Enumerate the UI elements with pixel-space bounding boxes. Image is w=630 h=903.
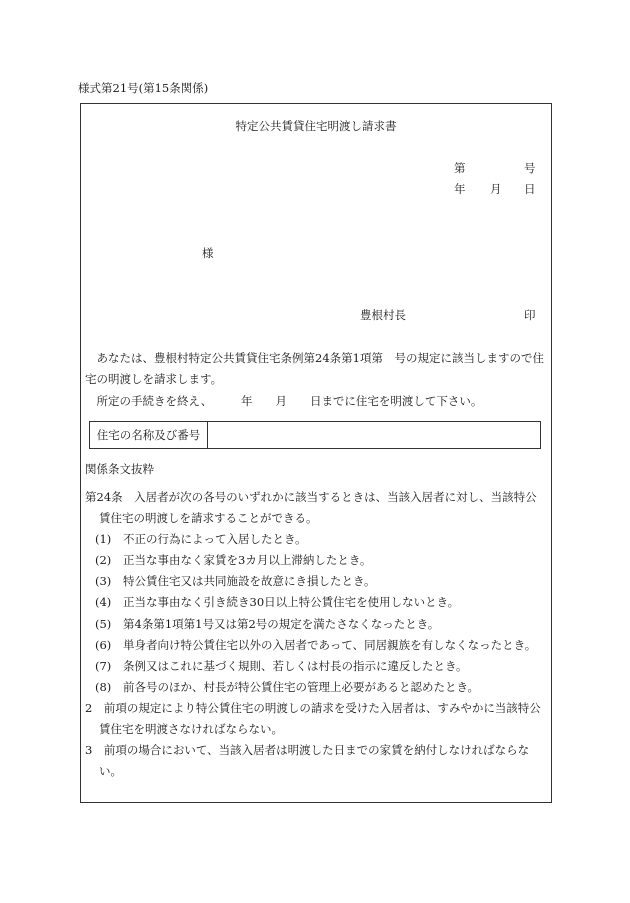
list-item (95, 529, 307, 550)
seal-mark: 印 (524, 308, 536, 322)
deadline-paragraph: 所定の手続きを終え、 年 月 日までに住宅を明渡して下さい。 (96, 394, 483, 408)
list-item (95, 550, 371, 571)
doc-number-dai: 第 (454, 161, 466, 175)
list-item (95, 656, 468, 677)
item-text: 第4条第1項第1号又は第2号の規定を満たさなくなったとき。 (123, 617, 440, 631)
item-number: (8) (95, 680, 112, 694)
item-text: 不正の行為によって入居したとき。 (123, 532, 307, 546)
document-title: 特定公共賃貸住宅明渡し請求書 (235, 119, 397, 133)
clause3-line2: い。 (99, 764, 122, 778)
form-frame (80, 103, 552, 803)
housing-name-label: 住宅の名称及び番号 (90, 422, 208, 448)
item-number: (6) (95, 638, 112, 652)
issuer-name: 豊根村長 (360, 308, 406, 322)
date-year: 年 (454, 182, 466, 196)
clause2-line1: 2 前項の規定により特公賃住宅の明渡しの請求を受けた入居者は、すみやかに当該特公 (85, 701, 541, 715)
date-month: 月 (490, 182, 502, 196)
article24-line1: 第24条 入居者が次の各号のいずれかに該当するときは、当該入居者に対し、当該特公 (85, 490, 537, 504)
form-number: 様式第21号(第15条関係) (78, 81, 209, 95)
request-paragraph: あなたは、豊根村特定公共賃貸住宅条例第24条第1項第 号の規定に該当しますので住宅の明渡しを請求します。 (85, 351, 544, 386)
housing-name-field (89, 421, 541, 449)
excerpt-heading: 関係条文抜粋 (85, 462, 154, 476)
item-number: (5) (95, 617, 112, 631)
item-text: 条例又はこれに基づく規則、若しくは村長の指示に違反したとき。 (123, 659, 468, 673)
clause2-line2: 賃住宅を明渡さなければならない。 (99, 722, 283, 736)
item-text: 単身者向け特公賃住宅以外の入居者であって、同居親族を有しなくなったとき。 (123, 638, 537, 652)
clause3-line1: 3 前項の場合において、当該入居者は明渡した日までの家賃を納付しなければならな (85, 743, 530, 757)
item-text: 正当な事由なく引き続き30日以上特公賃住宅を使用しないとき。 (123, 595, 460, 609)
item-text: 前各号のほか、村長が特公賃住宅の管理上必要があると認めたとき。 (123, 680, 480, 694)
list-item (95, 614, 439, 635)
doc-number-go: 号 (524, 161, 536, 175)
list-item (95, 677, 479, 698)
item-number: (4) (95, 595, 112, 609)
item-text: 正当な事由なく家賃を3カ月以上滞納したとき。 (123, 553, 372, 567)
item-text: 特公賃住宅又は共同施設を故意にき損したとき。 (123, 574, 376, 588)
item-number: (2) (95, 553, 112, 567)
article24-line2: 賃住宅の明渡しを請求することができる。 (99, 511, 318, 525)
item-number: (3) (95, 574, 112, 588)
list-item (95, 635, 536, 656)
item-number: (7) (95, 659, 112, 673)
item-number: (1) (95, 532, 112, 546)
addressee-suffix: 様 (202, 246, 214, 260)
list-item (95, 592, 459, 613)
list-item (95, 571, 376, 592)
date-day: 日 (524, 182, 536, 196)
